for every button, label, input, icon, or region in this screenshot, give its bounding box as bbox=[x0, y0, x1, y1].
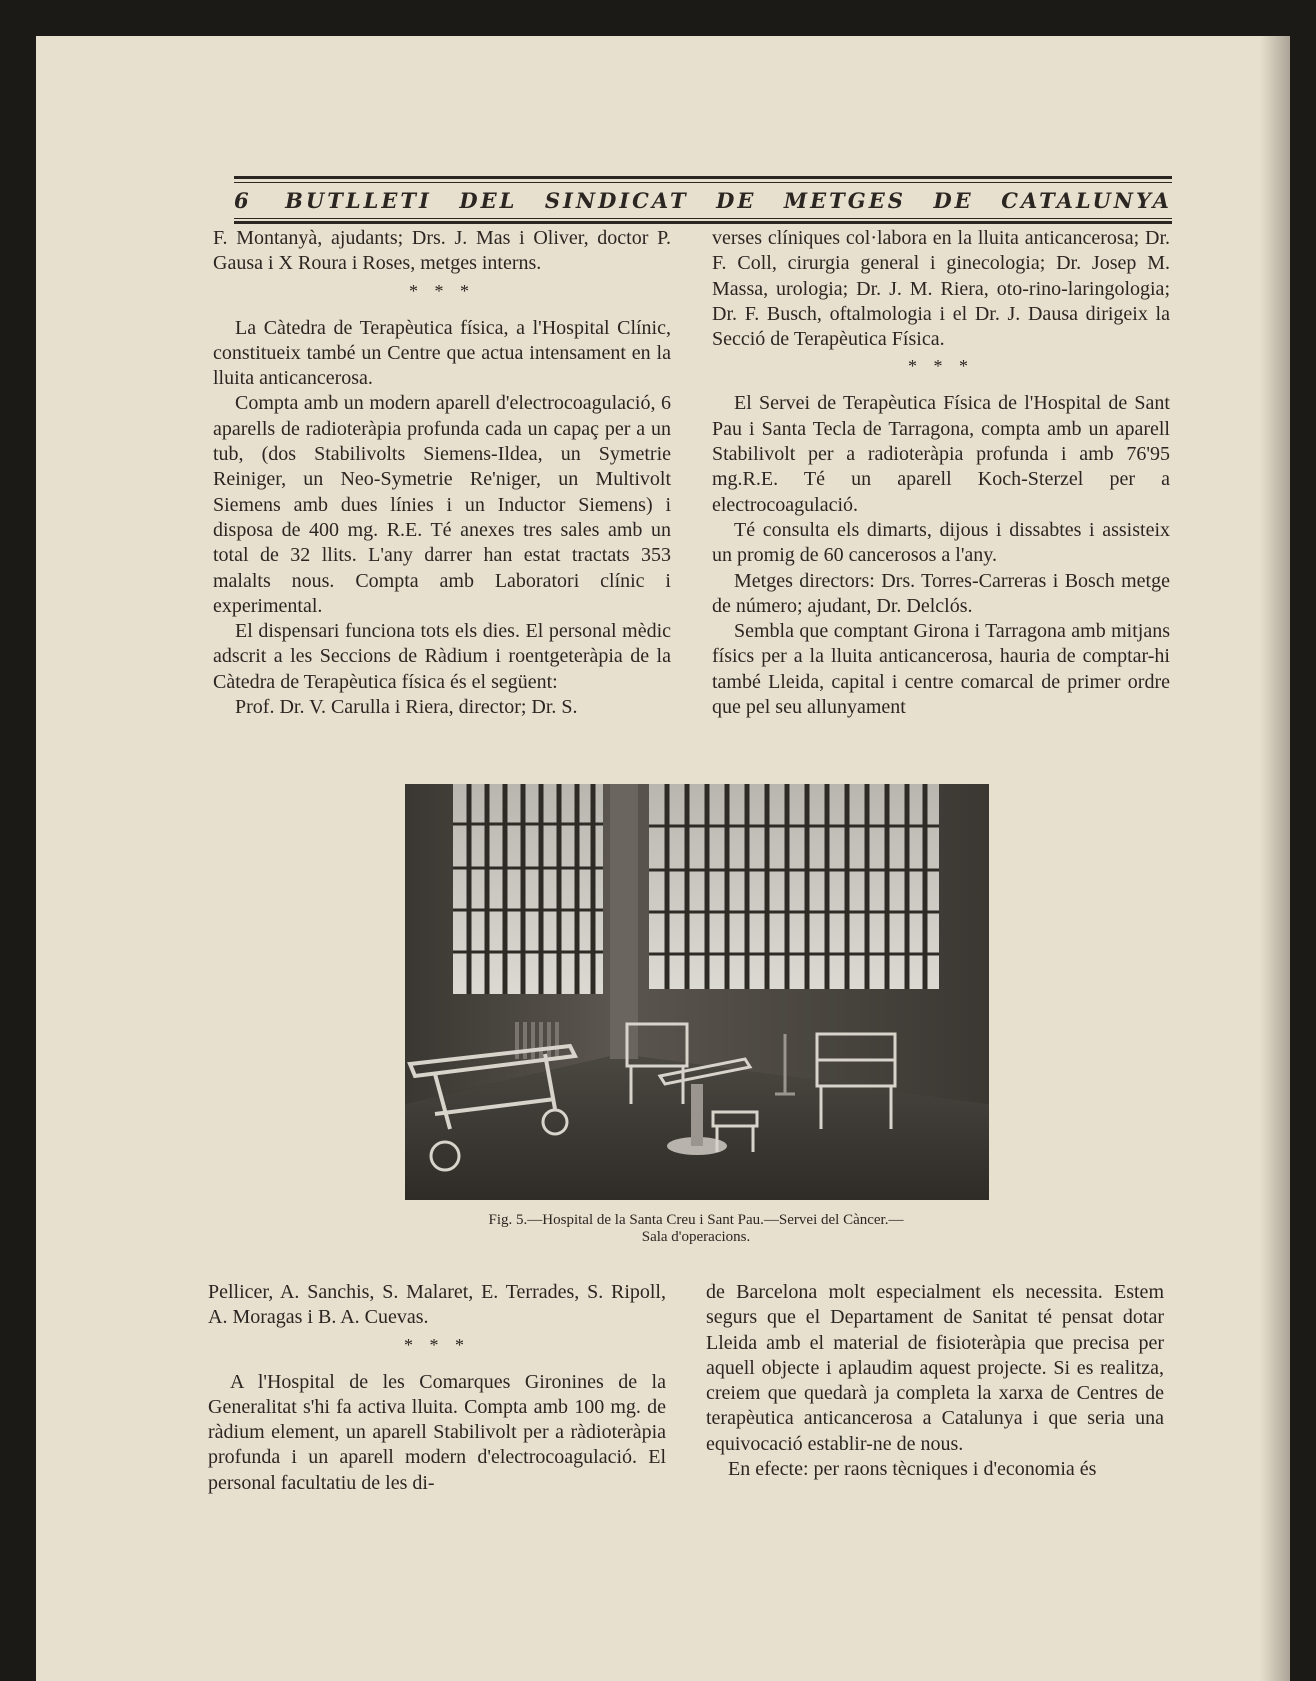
operating-room-photo bbox=[405, 784, 989, 1200]
column-top-left bbox=[213, 226, 671, 720]
paragraph: F. Montanyà, ajudants; Drs. J. Mas i Oliver, doctor P. Gausa i X Roura i Roses, metges interns. bbox=[213, 227, 671, 275]
paragraph: Metges directors: Drs. Torres-Carreras i Bosch metge de número; ajudant, Dr. Delclós. bbox=[712, 569, 1170, 617]
paragraph: verses clíniques col·labora en la lluita anticancerosa; Dr. F. Coll, cirurgia general i ginecologia; Dr. Josep M. Massa, urologia; Dr. J. M. Riera, oto-rino-laringologia; Dr. F. Busch, oftalmologia i el Dr. J. Dausa dirigeix la Secció de Terapèutica Física. bbox=[712, 227, 1170, 351]
paragraph: Prof. Dr. V. Carulla i Riera, director; Dr. S. bbox=[235, 696, 578, 719]
section-separator: * * * bbox=[404, 1334, 470, 1355]
caption-line: Sala d'operacions. bbox=[641, 1229, 751, 1245]
journal-title bbox=[285, 188, 1172, 214]
journal-page bbox=[36, 36, 1290, 1681]
header-rule bbox=[234, 182, 1172, 183]
header-rule bbox=[234, 218, 1172, 219]
title-word: DEL bbox=[459, 188, 518, 213]
column-bottom-left bbox=[208, 1280, 666, 1496]
paragraph: Compta amb un modern aparell d'electrocoagulació, 6 aparells de radioteràpia profunda cada un capaç per a un tub, (dos Stabilivolts Siemens-Ildea, un Symetrie Reiniger, un Neo-Symetrie Re'niger, un Multivolt Siemens amb dues línies i un Inductor Siemens) i disposa de 400 mg. R.E. Té anexes tres sales amb un total de 32 llits. L'any darrer han estat tractats 353 malalts nous. Compta amb Laboratori clínic i experimental. bbox=[213, 392, 671, 617]
title-word: METGES bbox=[783, 188, 906, 213]
page-number: 6 bbox=[234, 188, 250, 213]
paragraph: Té consulta els dimarts, dijous i dissabtes i assisteix un promig de 60 cancerosos a l'any. bbox=[712, 518, 1170, 567]
paragraph: Pellicer, A. Sanchis, S. Malaret, E. Terrades, S. Ripoll, A. Moragas i B. A. Cuevas. bbox=[208, 1281, 666, 1329]
paragraph: La Càtedra de Terapèutica física, a l'Hospital Clínic, constitueix també un Centre que actua intensament en la lluita anticancerosa. bbox=[213, 316, 671, 390]
column-bottom-right bbox=[706, 1280, 1164, 1482]
title-word: DE bbox=[933, 188, 974, 213]
figure-caption bbox=[336, 1212, 1056, 1246]
section-separator: * * * bbox=[908, 356, 974, 377]
paragraph: A l'Hospital de les Comarques Gironines de la Generalitat s'hi fa activa lluita. Compta amb 100 mg. de ràdium element, un aparell Stabilivolt per a ràdioteràpia profunda i un aparell modern d'electrocoagulació. El personal facultatiu de les di- bbox=[208, 1370, 666, 1494]
header-text bbox=[234, 188, 1172, 214]
page-spine-shadow bbox=[1260, 36, 1290, 1681]
paragraph: El dispensari funciona tots els dies. El personal mèdic adscrit a les Seccions de Ràdium i roentgeteràpia de la Càtedra de Terapèutica física és el següent: bbox=[213, 620, 671, 693]
header-rule bbox=[234, 221, 1172, 224]
caption-line: Fig. 5.—Hospital de la Santa Creu i Sant Pau.—Servei del Càncer.— bbox=[488, 1212, 904, 1228]
paragraph: En efecte: per raons tècniques i d'economia és bbox=[728, 1458, 1097, 1481]
title-word: DE bbox=[716, 188, 757, 213]
column-top-right bbox=[712, 226, 1170, 720]
photo-illustration bbox=[405, 784, 989, 1200]
section-separator: * * * bbox=[409, 280, 475, 301]
title-word: SINDICAT bbox=[544, 188, 689, 213]
header-rule bbox=[234, 176, 1172, 179]
running-header bbox=[234, 140, 1172, 232]
title-word: CATALUNYA bbox=[1001, 188, 1172, 213]
title-word: BUTLLETI bbox=[285, 188, 432, 213]
paragraph: Sembla que comptant Girona i Tarragona amb mitjans físics per a la lluita anticancerosa, hauria de comptar-hi també Lleida, capital i centre comarcal de primer ordre que pel seu allunyament bbox=[712, 620, 1170, 719]
paragraph: de Barcelona molt especialment els necessita. Estem segurs que el Departament de Sanitat té pensat dotar Lleida amb el material de fisioteràpia que precisa per aquell objecte i aplaudim aquest projecte. Si es realitza, creiem que quedarà ja completa la xarxa de Centres de terapèutica anticancerosa a Catalunya i que seria una equivocació establir-ne de nous. bbox=[706, 1281, 1164, 1455]
paragraph: El Servei de Terapèutica Física de l'Hospital de Sant Pau i Santa Tecla de Tarragona, compta amb un aparell Stabilivolt per a radioteràpia profunda i amb 76'95 mg.R.E. Té un aparell Koch-Sterzel per a electrocoagulació. bbox=[712, 392, 1170, 516]
